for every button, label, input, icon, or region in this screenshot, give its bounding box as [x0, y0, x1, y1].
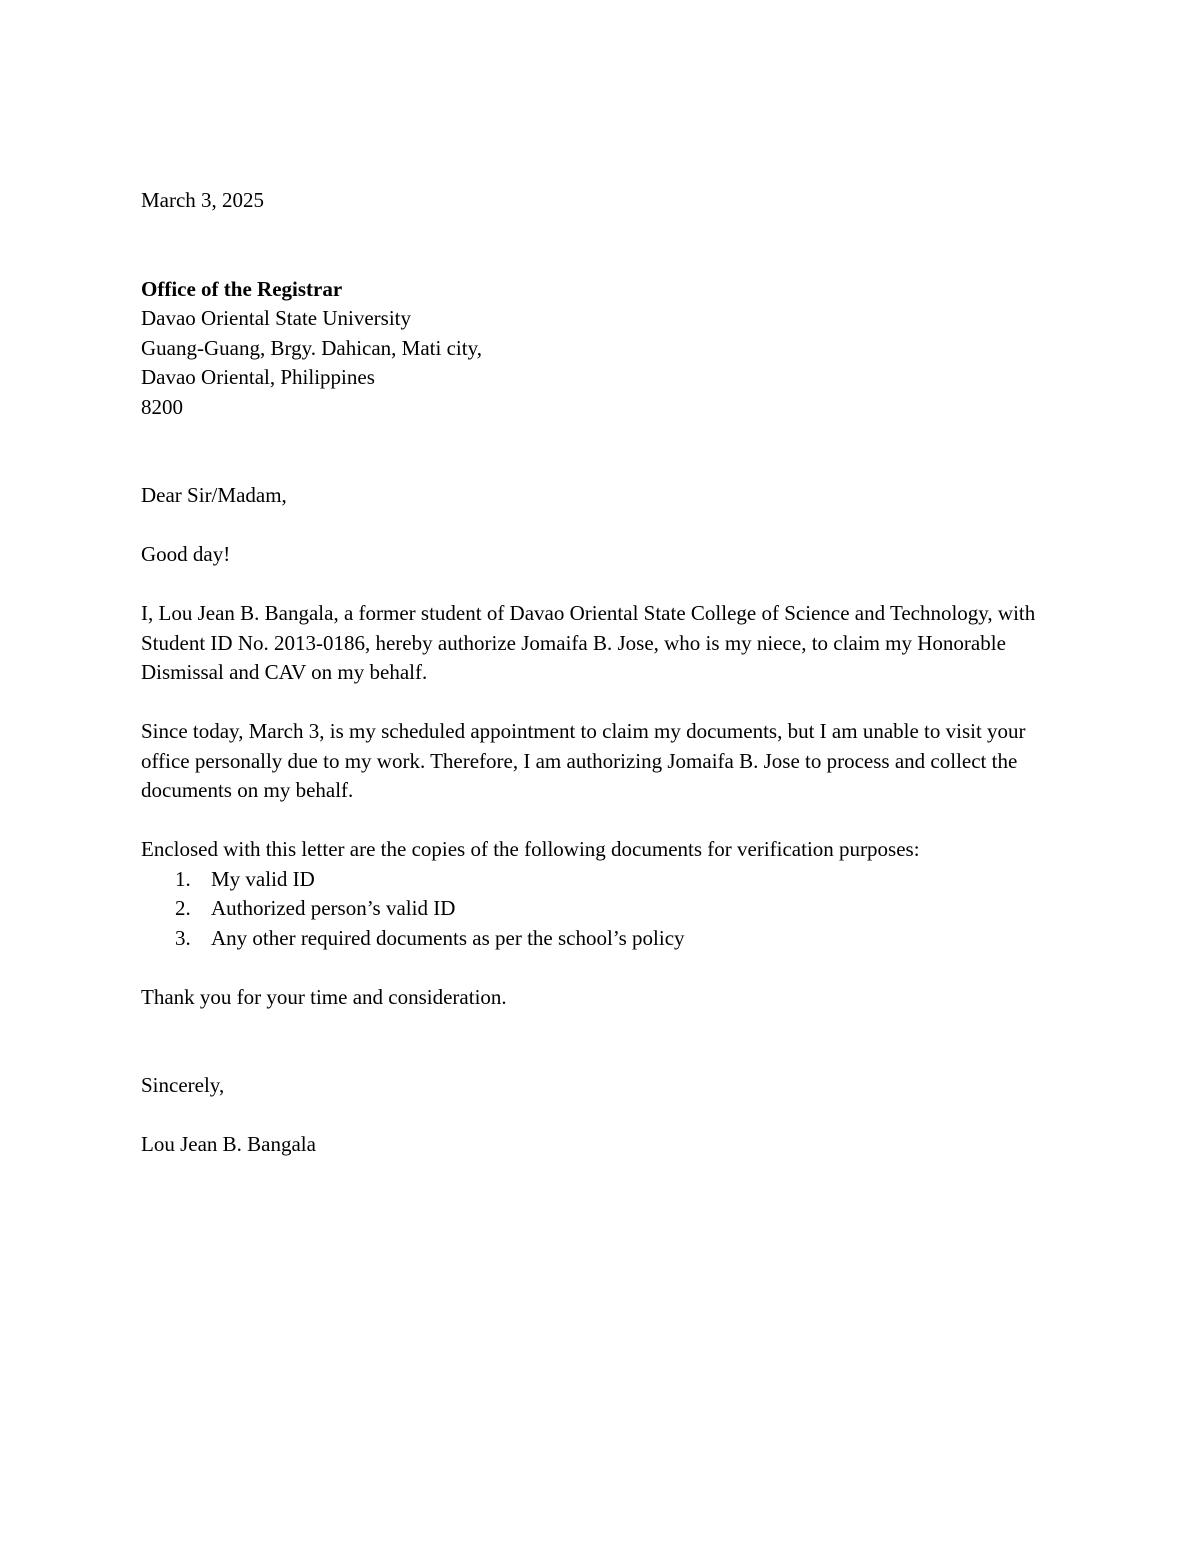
list-item-text: Authorized person’s valid ID: [211, 896, 456, 920]
list-item: [141, 894, 1061, 924]
list-item: [141, 924, 1061, 954]
recipient-institution: Davao Oriental State University: [141, 306, 412, 330]
list-item-number: 1.: [175, 866, 191, 891]
closing: Sincerely,: [141, 1073, 225, 1097]
thanks-line: Thank you for your time and consideration.: [141, 984, 507, 1009]
recipient-address-line2: Davao Oriental, Philippines: [141, 365, 375, 389]
recipient-office: Office of the Registrar: [141, 276, 343, 301]
authorization-paragraph: I, Lou Jean B. Bangala, a former student of Davao Oriental State College of Science and Technology, with Student ID No. 2013-0186, hereby authorize Jomaifa B. Jose, who is my niece, to claim my Honorable Dismissal and CAV on my behalf.: [141, 601, 1036, 684]
recipient-block: [141, 275, 1061, 423]
list-item-number: 2.: [175, 896, 191, 920]
list-item-text: My valid ID: [211, 866, 315, 891]
recipient-address-line1: Guang-Guang, Brgy. Dahican, Mati city,: [141, 335, 482, 360]
letter-body: [141, 186, 1061, 1160]
list-item: [141, 865, 1061, 895]
greeting: Good day!: [141, 542, 231, 566]
letter-date: March 3, 2025: [141, 188, 265, 212]
recipient-postal-code: 8200: [141, 394, 183, 419]
reason-paragraph: Since today, March 3, is my scheduled appointment to claim my documents, but I am unable to visit your office personally due to my work. Therefore, I am authorizing Jomaifa B. Jose to process and collect the documents on my behalf.: [141, 719, 1026, 802]
list-item-number: 3.: [175, 925, 191, 950]
enclosure-intro: Enclosed with this letter are the copies of the following documents for verification purposes:: [141, 837, 920, 861]
enclosed-documents-list: [141, 865, 1061, 954]
salutation: Dear Sir/Madam,: [141, 483, 287, 507]
signature-name: Lou Jean B. Bangala: [141, 1132, 316, 1156]
list-item-text: Any other required documents as per the school’s policy: [211, 925, 685, 950]
